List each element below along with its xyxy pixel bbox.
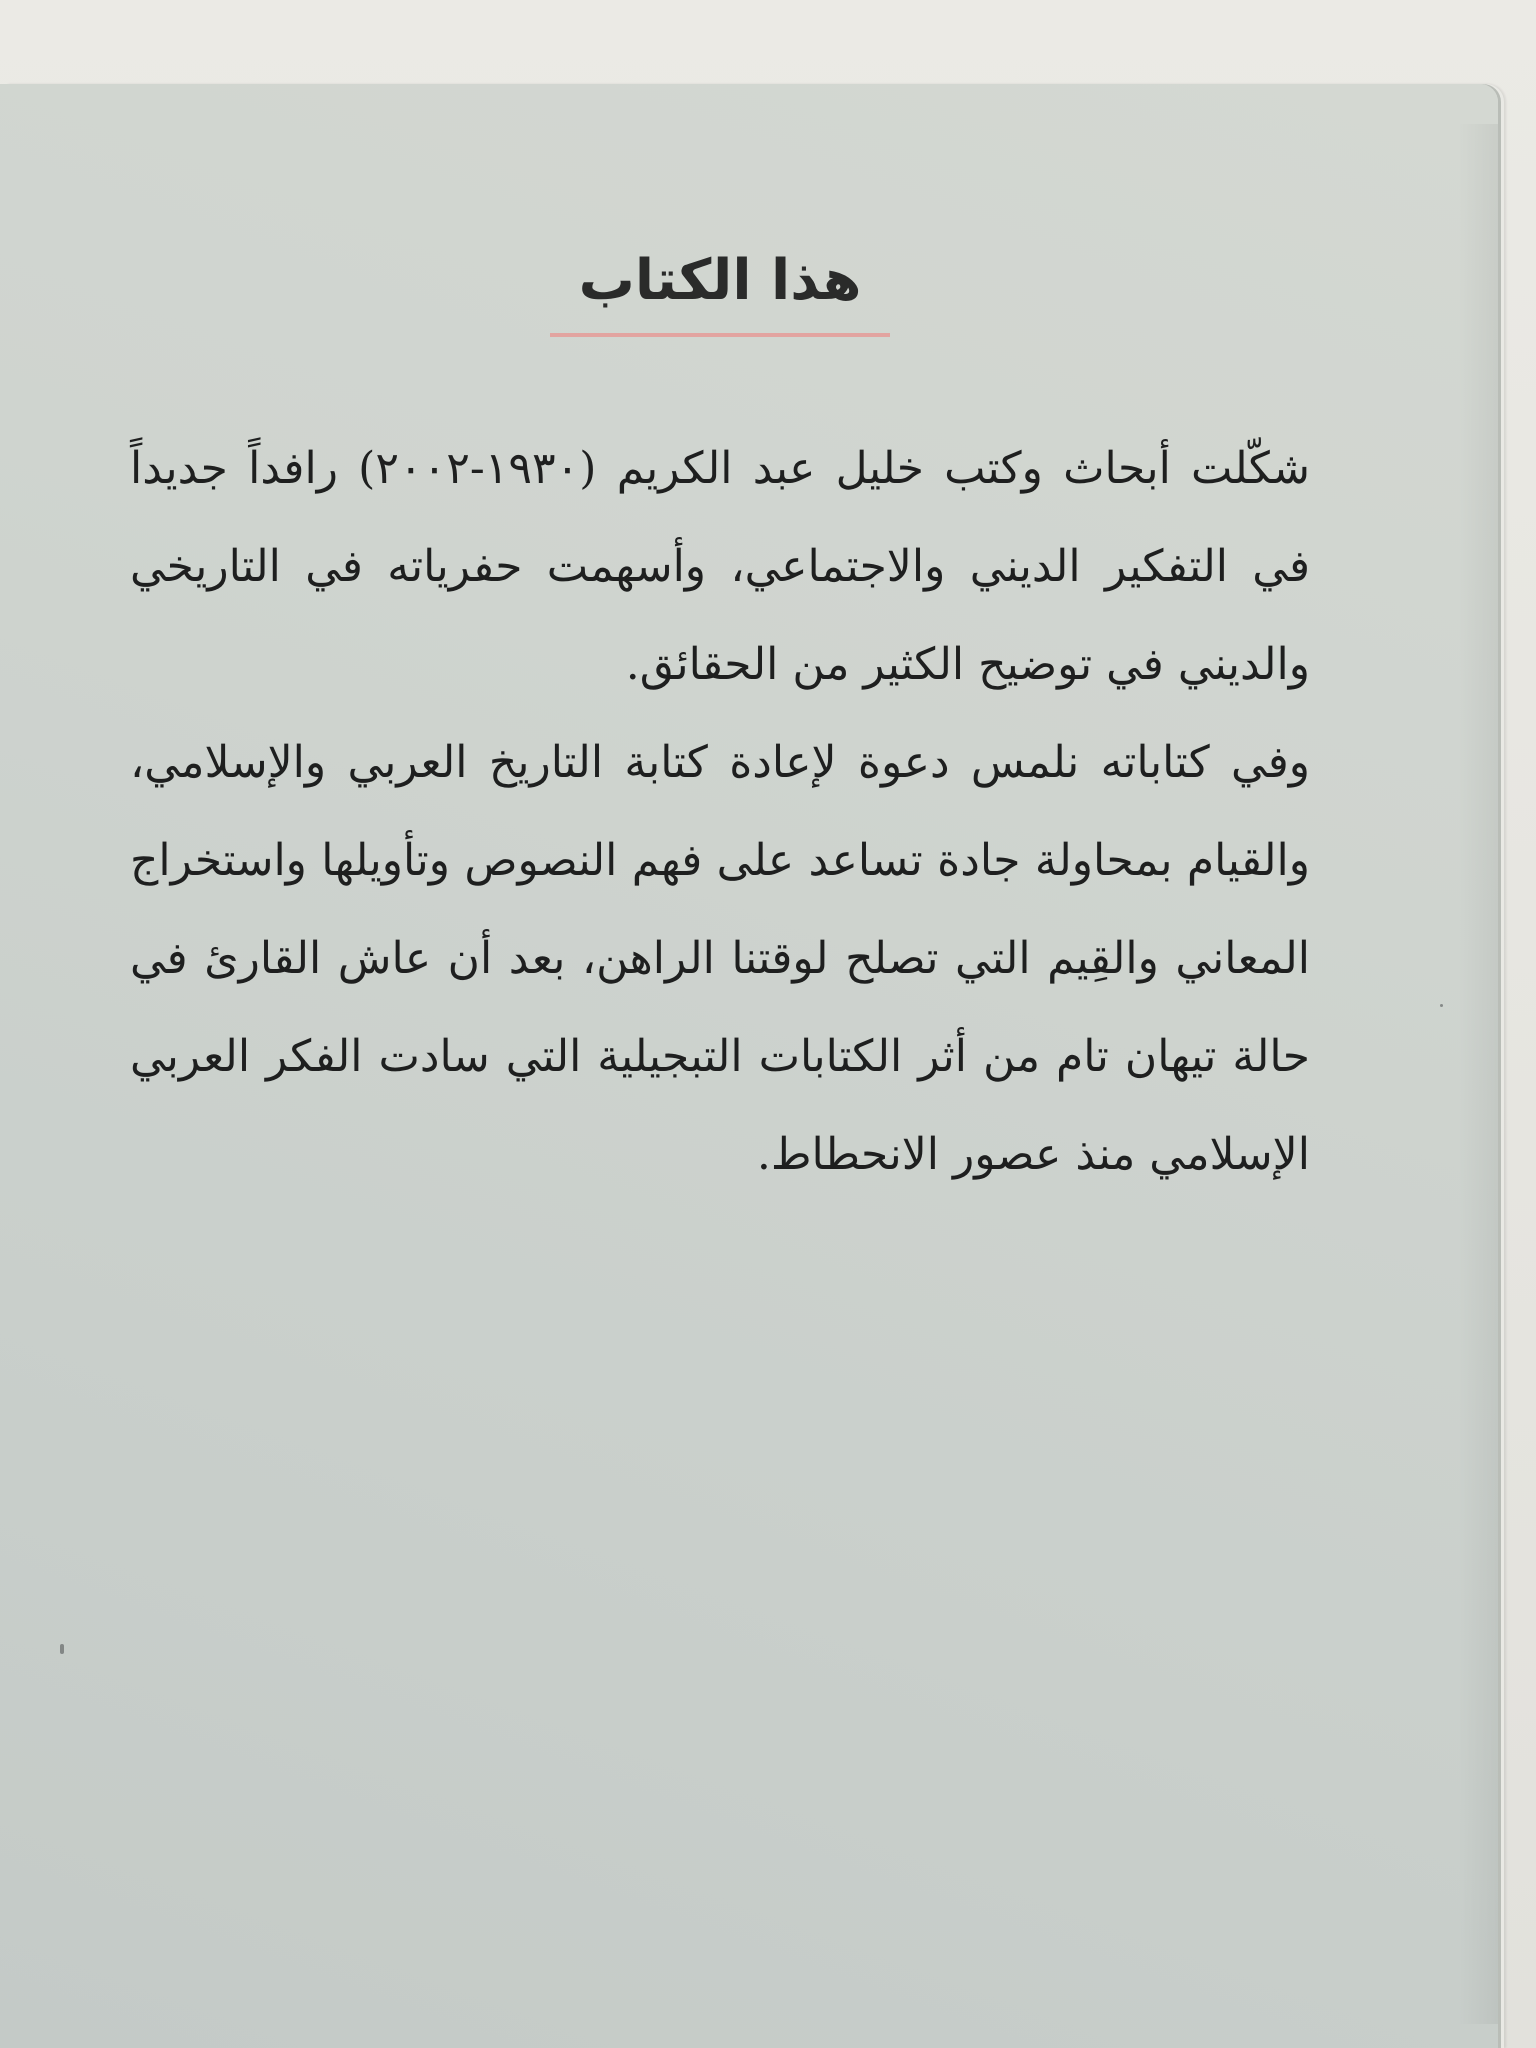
blurb-paragraph-1: شكّلت أبحاث وكتب خليل عبد الكريم (١٩٣٠-٢٠٠٢) رافداً جديداً في التفكير الديني والاجتماعي، وأسهمت حفرياته في التاريخي والديني في توضيح الكثير من الحقائق. bbox=[130, 443, 1310, 690]
title-underline bbox=[550, 333, 890, 337]
cover-title: هذا الكتاب bbox=[578, 248, 862, 313]
dust-speck bbox=[60, 1644, 64, 1654]
dust-speck bbox=[1440, 1004, 1443, 1007]
blurb-text bbox=[130, 420, 1310, 1204]
blurb-paragraph-2: وفي كتاباته نلمس دعوة لإعادة كتابة التاريخ العربي والإسلامي، والقيام بمحاولة جادة تساعد على فهم النصوص وتأويلها واستخراج المعاني والقِيم التي تصلح لوقتنا الراهن، بعد أن عاش القارئ في حالة تيهان تام من أثر الكتابات التبجيلية التي سادت الفكر العربي الإسلامي منذ عصور الانحطاط. bbox=[130, 737, 1310, 1180]
cover-title-block bbox=[0, 248, 1460, 337]
